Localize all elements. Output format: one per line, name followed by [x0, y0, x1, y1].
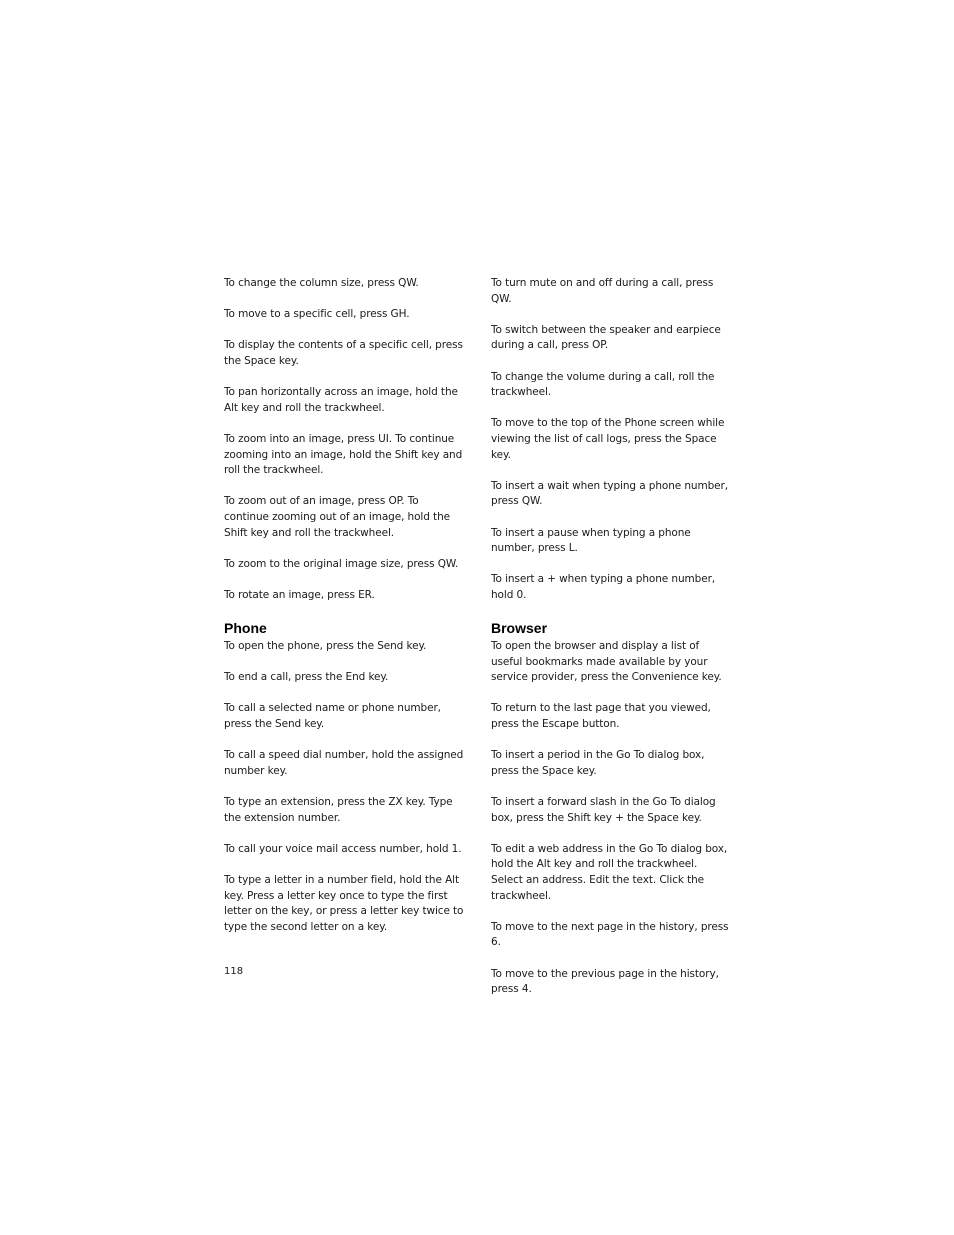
instruction-paragraph: To return to the last page that you viewed, press the Escape button.: [491, 702, 711, 731]
instruction-paragraph: To zoom into an image, press UI. To continue zooming into an image, hold the Shift key and roll the trackwheel.: [224, 432, 463, 477]
instruction-paragraph: To insert a wait when typing a phone number, press QW.: [491, 479, 728, 508]
instruction-paragraph: To switch between the speaker and earpiece during a call, press OP.: [491, 323, 721, 352]
left-column: [224, 276, 464, 951]
instruction-paragraph: To turn mute on and off during a call, press QW.: [491, 277, 714, 305]
instruction-paragraph: To change the volume during a call, roll the trackwheel.: [491, 370, 715, 399]
instruction-paragraph: To move to the previous page in the history, press 4.: [491, 967, 719, 996]
instruction-paragraph: To pan horizontally across an image, hold the Alt key and roll the trackwheel.: [224, 386, 458, 414]
instruction-paragraph: To insert a period in the Go To dialog box, press the Space key.: [491, 749, 705, 777]
instruction-paragraph: To move to the next page in the history, press 6.: [491, 920, 729, 949]
section-heading: Phone: [224, 620, 267, 637]
instruction-paragraph: To insert a + when typing a phone number, hold 0.: [491, 573, 716, 601]
instruction-paragraph: To call your voice mail access number, hold 1.: [224, 842, 462, 855]
instruction-paragraph: To move to the top of the Phone screen while viewing the list of call logs, press the Space key.: [491, 417, 725, 461]
instruction-paragraph: To display the contents of a specific cell, press the Space key.: [224, 339, 463, 367]
instruction-paragraph: To rotate an image, press ER.: [224, 588, 375, 601]
instruction-paragraph: To insert a forward slash in the Go To dialog box, press the Shift key + the Space key.: [491, 796, 716, 824]
instruction-paragraph: To insert a pause when typing a phone number, press L.: [491, 526, 691, 555]
instruction-paragraph: To call a selected name or phone number, press the Send key.: [224, 702, 441, 731]
right-column: [491, 276, 731, 1013]
instruction-paragraph: To zoom out of an image, press OP. To continue zooming out of an image, hold the Shift key and roll the trackwheel.: [224, 495, 450, 539]
instruction-paragraph: To open the phone, press the Send key.: [224, 640, 427, 653]
instruction-paragraph: To move to a specific cell, press GH.: [224, 308, 410, 321]
instruction-paragraph: To type a letter in a number field, hold the Alt key. Press a letter key once to type the first letter on the key, or press a letter key twice to type the second letter on a key.: [224, 873, 464, 933]
section-heading: Browser: [491, 620, 548, 637]
instruction-paragraph: To end a call, press the End key.: [224, 671, 389, 684]
page-number: 118: [224, 966, 244, 977]
instruction-paragraph: To call a speed dial number, hold the assigned number key.: [224, 749, 464, 777]
instruction-paragraph: To open the browser and display a list of useful bookmarks made available by your service provider, press the Convenience key.: [491, 640, 722, 684]
instruction-paragraph: To edit a web address in the Go To dialog box, hold the Alt key and roll the trackwheel. Select an address. Edit the text. Click the trackwheel.: [491, 842, 728, 902]
instruction-paragraph: To change the column size, press QW.: [224, 277, 419, 289]
instruction-paragraph: To zoom to the original image size, press QW.: [224, 557, 459, 570]
instruction-paragraph: To type an extension, press the ZX key. Type the extension number.: [224, 796, 453, 824]
